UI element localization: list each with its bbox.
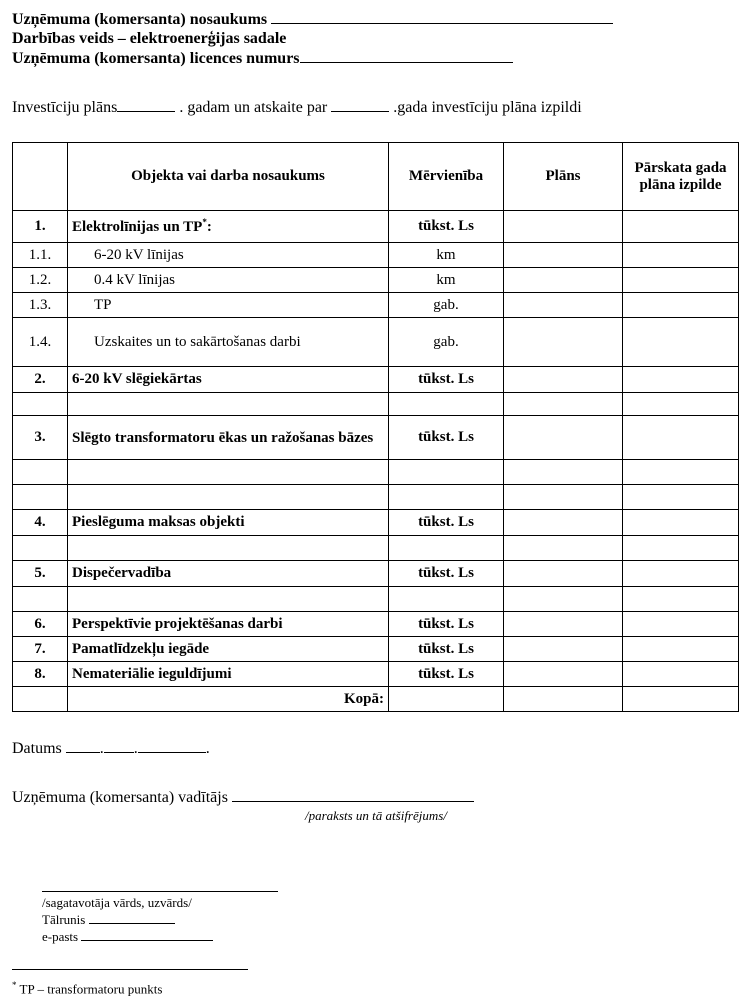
execution-cell[interactable] [623, 485, 739, 510]
date-separator: . [205, 740, 210, 757]
plan-cell[interactable] [504, 561, 623, 587]
activity-type-label: Darbības veids – elektroenerģijas sadale [12, 30, 287, 47]
row-number: 8. [13, 662, 68, 687]
row-name[interactable] [68, 485, 389, 510]
row-name: Slēgto transformatoru ēkas un ražošanas bāzes [68, 416, 389, 460]
table-row [13, 318, 739, 367]
report-label: . gadam un atskaite par [179, 99, 328, 116]
execution-cell[interactable] [623, 293, 739, 318]
manager-signature-field[interactable] [232, 787, 474, 802]
row-name: Dispečervadība [68, 561, 389, 587]
total-plan-cell[interactable] [504, 687, 623, 712]
plan-cell[interactable] [504, 367, 623, 393]
total-row [13, 687, 739, 712]
row-number: 3. [13, 416, 68, 460]
row-unit: gab. [389, 318, 504, 367]
phone-label: Tālrunis [42, 912, 86, 927]
row-unit: km [389, 268, 504, 293]
plan-cell[interactable] [504, 268, 623, 293]
table-row [13, 293, 739, 318]
execution-cell[interactable] [623, 318, 739, 367]
plan-label: Investīciju plāns [12, 99, 118, 116]
row-name: Pieslēguma maksas objekti [68, 510, 389, 536]
row-unit: tūkst. Ls [389, 510, 504, 536]
row-unit[interactable] [389, 536, 504, 561]
row-name: Elektrolīnijas un TP*: [68, 211, 389, 243]
license-line [12, 48, 613, 68]
row-number: 1.1. [13, 243, 68, 268]
table-row [13, 211, 739, 243]
row-number [13, 393, 68, 416]
phone-line [42, 911, 213, 928]
header-unit: Mērvienība [389, 143, 504, 211]
execution-cell[interactable] [623, 536, 739, 561]
table-row [13, 393, 739, 416]
manager-line [12, 787, 474, 807]
footnote [12, 980, 162, 997]
plan-cell[interactable] [504, 637, 623, 662]
row-name[interactable] [68, 536, 389, 561]
execution-cell[interactable] [623, 460, 739, 485]
row-name[interactable] [68, 587, 389, 612]
row-name[interactable] [68, 460, 389, 485]
plan-year-field[interactable] [117, 98, 175, 112]
row-unit: tūkst. Ls [389, 561, 504, 587]
preparer-name-label: /sagatavotāja vārds, uzvārds/ [42, 895, 192, 910]
plan-cell[interactable] [504, 536, 623, 561]
row-unit: km [389, 243, 504, 268]
row-number: 1. [13, 211, 68, 243]
row-number: 4. [13, 510, 68, 536]
execution-cell[interactable] [623, 561, 739, 587]
header-plan: Plāns [504, 143, 623, 211]
table-row [13, 637, 739, 662]
row-unit: gab. [389, 293, 504, 318]
row-number: 5. [13, 561, 68, 587]
investment-table [12, 142, 739, 712]
row-unit: tūkst. Ls [389, 416, 504, 460]
date-separator: . [99, 740, 104, 757]
plan-cell[interactable] [504, 393, 623, 416]
table-row [13, 416, 739, 460]
footnote-mark: * [12, 980, 17, 990]
execution-cell[interactable] [623, 211, 739, 243]
row-name: Perspektīvie projektēšanas darbi [68, 612, 389, 637]
execution-label: .gada investīciju plāna izpildi [393, 99, 582, 116]
row-unit: tūkst. Ls [389, 367, 504, 393]
plan-cell[interactable] [504, 416, 623, 460]
company-name-line [12, 9, 613, 29]
row-name: 6-20 kV slēgiekārtas [68, 367, 389, 393]
table-row [13, 460, 739, 485]
plan-cell[interactable] [504, 293, 623, 318]
row-name[interactable] [68, 393, 389, 416]
license-number-label: Uzņēmuma (komersanta) licences numurs [12, 50, 300, 67]
signature-note: /paraksts un tā atšifrējums/ [305, 808, 447, 823]
execution-cell[interactable] [623, 393, 739, 416]
company-name-field[interactable] [271, 9, 613, 24]
row-name: Pamatlīdzekļu iegāde [68, 637, 389, 662]
table-row [13, 561, 739, 587]
row-number [13, 536, 68, 561]
plan-cell[interactable] [504, 243, 623, 268]
execution-cell[interactable] [623, 662, 739, 687]
row-number [13, 587, 68, 612]
row-unit[interactable] [389, 393, 504, 416]
table-row [13, 485, 739, 510]
header-report-execution: Pārskata gada plāna izpilde [623, 143, 739, 211]
row-unit: tūkst. Ls [389, 612, 504, 637]
row-name: Nemateriālie ieguldījumi [68, 662, 389, 687]
total-unit-cell[interactable] [389, 687, 504, 712]
email-line [42, 928, 213, 945]
execution-cell[interactable] [623, 416, 739, 460]
email-label: e-pasts [42, 929, 79, 944]
row-unit[interactable] [389, 587, 504, 612]
row-name: 0.4 kV līnijas [68, 268, 389, 293]
plan-cell[interactable] [504, 662, 623, 687]
total-label: Kopā: [68, 687, 389, 712]
execution-cell[interactable] [623, 637, 739, 662]
row-unit: tūkst. Ls [389, 637, 504, 662]
activity-line [12, 29, 613, 48]
license-number-field[interactable] [300, 48, 513, 63]
row-number [13, 460, 68, 485]
table-row [13, 268, 739, 293]
plan-year-line [12, 98, 582, 117]
preparer-block [42, 894, 213, 945]
date-day-field[interactable] [66, 738, 100, 753]
execution-cell[interactable] [623, 510, 739, 536]
email-field[interactable] [81, 929, 213, 941]
date-month-field[interactable] [104, 738, 134, 753]
form-header [12, 9, 613, 68]
execution-cell[interactable] [623, 243, 739, 268]
date-separator: . [133, 740, 138, 757]
execution-cell[interactable] [623, 612, 739, 637]
table-row [13, 243, 739, 268]
row-name: 6-20 kV līnijas [68, 243, 389, 268]
row-number: 6. [13, 612, 68, 637]
row-number [13, 485, 68, 510]
company-name-label: Uzņēmuma (komersanta) nosaukums [12, 11, 268, 28]
row-name: Uzskaites un to sakārtošanas darbi [68, 318, 389, 367]
row-name: TP [68, 293, 389, 318]
phone-field[interactable] [89, 912, 175, 924]
plan-cell[interactable] [504, 587, 623, 612]
manager-label: Uzņēmuma (komersanta) vadītājs [12, 789, 228, 806]
total-execution-cell[interactable] [623, 687, 739, 712]
header-number [13, 143, 68, 211]
plan-cell[interactable] [504, 510, 623, 536]
date-label: Datums [12, 740, 62, 757]
date-line [12, 738, 210, 758]
footnote-text: TP – transformatoru punkts [19, 981, 163, 997]
row-number: 1.3. [13, 293, 68, 318]
plan-cell[interactable] [504, 211, 623, 243]
table-row [13, 510, 739, 536]
row-number: 1.4. [13, 318, 68, 367]
execution-cell[interactable] [623, 587, 739, 612]
plan-cell[interactable] [504, 485, 623, 510]
execution-cell[interactable] [623, 268, 739, 293]
row-number: 1.2. [13, 268, 68, 293]
plan-cell[interactable] [504, 612, 623, 637]
row-number: 2. [13, 367, 68, 393]
footnote-divider [12, 969, 248, 970]
row-unit[interactable] [389, 485, 504, 510]
header-object-name: Objekta vai darba nosaukums [68, 143, 389, 211]
date-year-field[interactable] [138, 738, 206, 753]
table-row [13, 536, 739, 561]
plan-cell[interactable] [504, 460, 623, 485]
table-row [13, 367, 739, 393]
table-row [13, 587, 739, 612]
row-unit[interactable] [389, 460, 504, 485]
total-row-spacer [13, 687, 68, 712]
row-unit: tūkst. Ls [389, 662, 504, 687]
execution-cell[interactable] [623, 367, 739, 393]
report-year-field[interactable] [331, 98, 389, 112]
row-number: 7. [13, 637, 68, 662]
table-row [13, 612, 739, 637]
plan-cell[interactable] [504, 318, 623, 367]
preparer-name-field[interactable] [42, 891, 278, 892]
table-header-row [13, 143, 739, 211]
table-row [13, 662, 739, 687]
row-unit: tūkst. Ls [389, 211, 504, 243]
